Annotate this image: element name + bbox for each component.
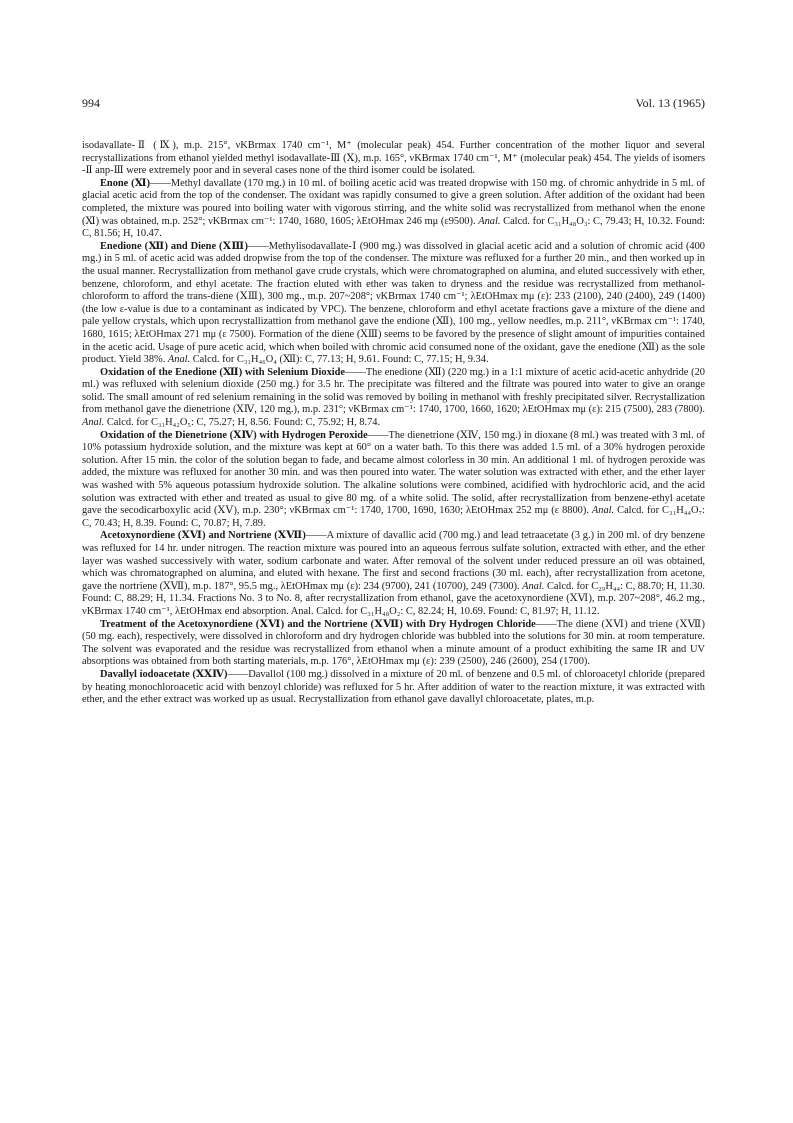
paragraph: [82, 140, 705, 178]
analysis-text: Calcd. for C₂₉H₄₄: C, 88.70; H, 11.30. Found: C, 88.29; H, 11.34. Fractions No. 3 to No. 8, after recrystallization from ethanol, gave the acetoxynordiene (ⅩⅥ), m.p. 207~208°, 46.2 mg., νKBrmax 1740 cm⁻¹, λEtOHmax end absorption. Anal. Calcd. for C₃₁H₄₈O₂: C, 82.24; H, 10.69. Found: C, 81.97; H, 11.12.: [82, 580, 705, 617]
analysis-text: Calcd. for C₃₁H₄₈O₃: C, 79.43; H, 10.32. Found: C, 81.56; H, 10.47.: [82, 215, 705, 240]
anal-label: Anal.: [167, 354, 191, 366]
paragraph-text: isodavallate-Ⅱ (Ⅸ), m.p. 215°, νKBrmax 1740 cm⁻¹, M⁺ (molecular peak) 454. Further concentration of the mother liquor and several recrystallizations from ethanol yielded methyl isodavallate-Ⅲ (Ⅹ), m.p. 165°, νKBrmax 1740 cm⁻¹, M⁺ (molecular peak) 454. The yields of isomers -Ⅱ anp-Ⅲ were extremely poor and in several cases none of the third isomer could be isolated.: [82, 140, 705, 177]
volume-label: Vol. 13 (1965): [635, 96, 705, 110]
body-text: [82, 140, 705, 707]
analysis-text: Calcd. for C₃₁H₄₄O₇: C, 70.43; H, 8.39. Found: C, 70.87; H, 7.89.: [82, 505, 705, 529]
analysis-text: Calcd. for C₃₁H₄₆O₄ (Ⅻ): C, 77.13; H, 9.61. Found: C, 77.15; H, 9.34.: [190, 354, 489, 366]
anal-label: Anal.: [522, 580, 545, 592]
section-heading: Davallyl iodoacetate (ⅩⅩⅣ): [100, 668, 228, 680]
section-heading: Enone (Ⅺ): [100, 177, 151, 189]
paragraph: Oxidation of the Enedione (Ⅻ) with Selenium Dioxide——The enedione (Ⅻ) (220 mg.) in a 1:1 mixture of acetic acid-acetic anhydride (20 ml.) was refluxed with selenium dioxide (250 mg.) for 3.5 hr. The precipitate was filtered and the filtrate was poured into water to give an orange solid. The small amount of red selenium remaining in the solid was removed by boiling in methanol with freshly precipitated silver. Recrystallization from methanol gave the dienetrione (ⅩⅣ, 120 mg.), m.p. 231°; νKBrmax cm⁻¹: 1740, 1700, 1660, 1620; λEtOHmax mμ (ε): 215 (7500), 283 (7800). Anal. Calcd. for C₃₁H₄₂O₅: C, 75.27; H, 8.56. Found: C, 75.92; H, 8.74.: [82, 366, 705, 429]
paragraph-text: Methyl davallate (170 mg.) in 10 ml. of boiling acetic acid was treated dropwise with 150 mg. of chromic anhydride in 5 ml. of glacial acetic acid from the top of the condenser. The oxidant was rapidly consumed to give a green solution. After addition of the oxidant had been completed, the mixture was poured into boiling water with vigorous stirring, and the white solid was recrystallized from methanol when the enone (Ⅺ) was obtained, m.p. 252°; νKBrmax cm⁻¹: 1740, 1680, 1605; λEtOHmax 246 mμ (ε9500).: [82, 177, 705, 227]
section-heading: Acetoxynordiene (ⅩⅥ) and Nortriene (ⅩⅦ): [100, 530, 306, 542]
paragraph: Enone (Ⅺ)——Methyl davallate (170 mg.) in 10 ml. of boiling acetic acid was treated dropwise with 150 mg. of chromic anhydride in 5 ml. of glacial acetic acid from the top of the condenser. The oxidant was rapidly consumed to give a green solution. After addition of the oxidant had been completed, the mixture was poured into boiling water with vigorous stirring, and the white solid was recrystallized from methanol when the enone (Ⅺ) was obtained, m.p. 252°; νKBrmax cm⁻¹: 1740, 1680, 1605; λEtOHmax 246 mμ (ε9500). Anal. Calcd. for C₃₁H₄₈O₃: C, 79.43; H, 10.32. Found: C, 81.56; H, 10.47.: [82, 177, 705, 240]
running-head: [82, 96, 705, 110]
analysis-text: Calcd. for C₃₁H₄₂O₅: C, 75.27; H, 8.56. Found: C, 75.92; H, 8.74.: [104, 417, 381, 429]
paragraph-text: The diene (ⅩⅥ) and triene (ⅩⅦ) (50 mg. each), respectively, were dissolved in chloroform and dry hydrogen chloride was bubbled into the solutions for 30 min. at room temperature. The solvent was evaporated and the residue was recrystallized from ethanol when a minute amount of a product exhibiting the same IR and UV absorptions was obtained from both starting materials, m.p. 176°, λEtOHmax mμ (ε): 239 (2500), 246 (2600), 254 (1700).: [82, 618, 706, 668]
section-heading: Oxidation of the Dienetrione (ⅩⅣ) with Hydrogen Peroxide: [100, 429, 368, 441]
anal-label: Anal.: [82, 417, 105, 429]
anal-label: Anal.: [478, 215, 501, 227]
page-number: 994: [82, 96, 100, 110]
paragraph: Oxidation of the Dienetrione (ⅩⅣ) with Hydrogen Peroxide——The dienetrione (ⅩⅣ, 150 mg.) in dioxane (8 ml.) was treated with 3 ml. of 10% potassium hydroxide solution, and the mixture was kept at 60° on a water bath. To this there was added 1.5 ml. of a 30% hydrogen peroxide solution. After 15 min. the color of the solution began to fade, and became almost colorless in 30 min. An additional 1 ml. of hydrogen peroxide was added, the mixture was refluxed for another 30 min. and was then poured into water. The water solution was extracted with ether, and the ether layer was washed with 5% aqueous potassium hydroxide solution. The alkaline solutions were combined, acidified with hydrochloric acid, and the acid solution was extracted with ether and treated as usual to give 80 mg. of a white solid. The solid, after recrystallization from benzene-ethyl acetate gave the secodicarboxylic acid (ⅩⅤ), m.p. 230°; νKBrmax cm⁻¹: 1740, 1700, 1690, 1630; λEtOHmax 252 mμ (ε 8800). Anal. Calcd. for C₃₁H₄₄O₇: C, 70.43; H, 8.39. Found: C, 70.87; H, 7.89.: [82, 429, 705, 529]
paragraph-text: The enedione (Ⅻ) (220 mg.) in a 1:1 mixture of acetic acid-acetic anhydride (20 ml.) was refluxed with selenium dioxide (250 mg.) for 3.5 hr. The precipitate was filtered and the filtrate was poured into water to give an orange solid. The small amount of red selenium remaining in the solid was removed by boiling in methanol with freshly precipitated silver. Recrystallization from methanol gave the dienetrione (ⅩⅣ, 120 mg.), m.p. 231°; νKBrmax cm⁻¹: 1740, 1700, 1660, 1620; λEtOHmax mμ (ε): 215 (7500), 283 (7800).: [82, 366, 705, 416]
section-heading: Enedione (Ⅻ) and Diene (ⅩⅢ): [100, 240, 248, 252]
paragraph-text: A mixture of davallic acid (700 mg.) and lead tetraacetate (3 g.) in 200 ml. of dry benzene was refluxed for 14 hr. under nitrogen. The reaction mixture was poured into an aqueous ferrous sulfate solution, extracted with ether, and the ether layer was washed successively with water, sodium carbonate and water. After removal of the solvent under reduced pressure an oil was obtained, which was chromatographed on alumina, and eluted with hexane. The first and second fractions (30 ml. each), after recrystallization from acetone, gave the nortriene (ⅩⅦ), m.p. 187°, 95.5 mg., λEtOHmax mμ (ε): 234 (9700), 241 (10700), 249 (7300).: [82, 530, 705, 592]
paragraph: Acetoxynordiene (ⅩⅥ) and Nortriene (ⅩⅦ)——A mixture of davallic acid (700 mg.) and lead tetraacetate (3 g.) in 200 ml. of dry benzene was refluxed for 14 hr. under nitrogen. The reaction mixture was poured into an aqueous ferrous sulfate solution, extracted with ether, and the ether layer was washed successively with water, sodium carbonate and water. After removal of the solvent under reduced pressure an oil was obtained, which was chromatographed on alumina, and eluted with hexane. The first and second fractions (30 ml. each), after recrystallization from acetone, gave the nortriene (ⅩⅦ), m.p. 187°, 95.5 mg., λEtOHmax mμ (ε): 234 (9700), 241 (10700), 249 (7300). Anal. Calcd. for C₂₉H₄₄: C, 88.70; H, 11.30. Found: C, 88.29; H, 11.34. Fractions No. 3 to No. 8, after recrystallization from ethanol, gave the acetoxynordiene (ⅩⅥ), m.p. 207~208°, 46.2 mg., νKBrmax 1740 cm⁻¹, λEtOHmax end absorption. Anal. Calcd. for C₃₁H₄₈O₂: C, 82.24; H, 10.69. Found: C, 81.97; H, 11.12.: [82, 530, 705, 617]
section-heading: Treatment of the Acetoxynordiene (ⅩⅥ) and the Nortriene (ⅩⅦ) with Dry Hydrogen Chloride: [100, 618, 536, 630]
paragraph: Davallyl iodoacetate (ⅩⅩⅣ)——Davallol (100 mg.) dissolved in a mixture of 20 ml. of benzene and 0.5 ml. of chloroacetyl chloride (prepared by heating monochloroacetic acid with benzoyl chloride) was refluxed for 5 hr. After addition of water to the reaction mixture, it was extracted with ether, and the ether extract was worked up as usual. Recrystallization from ethanol gave davallyl chloroacetate, plates, m.p.: [82, 668, 705, 706]
paragraph-text: Methylisodavallate-Ⅰ (900 mg.) was dissolved in glacial acetic acid and a solution of chromic acid (400 mg.) in 5 ml. of acetic acid was added dropwise from the top of the condenser. The mixture was refluxed for a further 20 min., and then worked up in the usual manner. Recrystallization from methanol gave crude crystals, which were chromatographed on alumina, and eluted successively with ether, benzene, chloroform, and ethyl acetate. The fraction eluted with ether was taken to dryness and the residue was recrystallized from methanol-chloroform to afford the trans-diene (ⅩⅢ), 300 mg., m.p. 207~208°; νKBrmax 1740 cm⁻¹; λEtOHmax mμ (ε): 233 (2100), 240 (2400), 249 (1400) (the low ε-value is due to a contaminant as indicated by VPC). The benzene, chloroform and ethyl acetate fractions gave a mixture of the diene and pale yellow crystals, which upon recrystallizattion from methanol gave the endione (Ⅻ), 100 mg., yellow needles, m.p. 211°, νKBrmax cm⁻¹: 1740, 1680, 1615; λEtOHmax 271 mμ (ε 7500). Formation of the diene (ⅩⅢ) seems to be favored by the presence of slight amount of impurities contained in the acetic acid. Usage of pure acetic acid, which when boiled with chromic acid consumed none of the oxidant, gave the enedione (Ⅻ) as the sole product. Yield 38%.: [82, 240, 705, 366]
paragraph-text: The dienetrione (ⅩⅣ, 150 mg.) in dioxane (8 ml.) was treated with 3 ml. of 10% potassium hydroxide solution, and the mixture was kept at 60° on a water bath. To this there was added 1.5 ml. of a 30% hydrogen peroxide solution. After 15 min. the color of the solution began to fade, and became almost colorless in 30 min. An additional 1 ml. of hydrogen peroxide was added, the mixture was refluxed for another 30 min. and was then poured into water. The water solution was extracted with ether, and the ether layer was washed with 5% aqueous potassium hydroxide solution. The alkaline solutions were combined, acidified with hydrochloric acid, and the acid solution was extracted with ether and treated as usual to give 80 mg. of a white solid. The solid, after recrystallization from benzene-ethyl acetate gave the secodicarboxylic acid (ⅩⅤ), m.p. 230°; νKBrmax cm⁻¹: 1740, 1700, 1690, 1630; λEtOHmax 252 mμ (ε 8800).: [82, 429, 705, 517]
paragraph-text: Davallol (100 mg.) dissolved in a mixture of 20 ml. of benzene and 0.5 ml. of chloroacetyl chloride (prepared by heating monochloroacetic acid with benzoyl chloride) was refluxed for 5 hr. After addition of water to the reaction mixture, it was extracted with ether, and the ether extract was worked up as usual. Recrystallization from ethanol gave davallyl chloroacetate, plates, m.p.: [82, 668, 705, 706]
section-heading: Oxidation of the Enedione (Ⅻ) with Selenium Dioxide: [100, 366, 346, 378]
paragraph: Enedione (Ⅻ) and Diene (ⅩⅢ)——Methylisodavallate-Ⅰ (900 mg.) was dissolved in glacial acetic acid and a solution of chromic acid (400 mg.) in 5 ml. of acetic acid was added dropwise from the top of the condenser. The mixture was refluxed for a further 20 min., and then worked up in the usual manner. Recrystallization from methanol gave crude crystals, which were chromatographed on alumina, and eluted successively with ether, benzene, chloroform, and ethyl acetate. The fraction eluted with ether was taken to dryness and the residue was recrystallized from methanol-chloroform to afford the trans-diene (ⅩⅢ), 300 mg., m.p. 207~208°; νKBrmax 1740 cm⁻¹; λEtOHmax mμ (ε): 233 (2100), 240 (2400), 249 (1400) (the low ε-value is due to a contaminant as indicated by VPC). The benzene, chloroform and ethyl acetate fractions gave a mixture of the diene and pale yellow crystals, which upon recrystallizattion from methanol gave the endione (Ⅻ), 100 mg., yellow needles, m.p. 211°, νKBrmax cm⁻¹: 1740, 1680, 1615; λEtOHmax 271 mμ (ε 7500). Formation of the diene (ⅩⅢ) seems to be favored by the presence of slight amount of impurities contained in the acetic acid. Usage of pure acetic acid, which when boiled with chromic acid consumed none of the oxidant, gave the enedione (Ⅻ) as the sole product. Yield 38%. Anal. Calcd. for C₃₁H₄₆O₄ (Ⅻ): C, 77.13; H, 9.61. Found: C, 77.15; H, 9.34.: [82, 240, 705, 366]
anal-label: Anal.: [591, 505, 615, 517]
paragraph: Treatment of the Acetoxynordiene (ⅩⅥ) and the Nortriene (ⅩⅦ) with Dry Hydrogen Chloride——The diene (ⅩⅥ) and triene (ⅩⅦ) (50 mg. each), respectively, were dissolved in chloroform and dry hydrogen chloride was bubbled into the solutions for 30 min. at room temperature. The solvent was evaporated and the residue was recrystallized from ethanol when a minute amount of a product exhibiting the same IR and UV absorptions was obtained from both starting materials, m.p. 176°, λEtOHmax mμ (ε): 239 (2500), 246 (2600), 254 (1700).: [82, 618, 706, 668]
